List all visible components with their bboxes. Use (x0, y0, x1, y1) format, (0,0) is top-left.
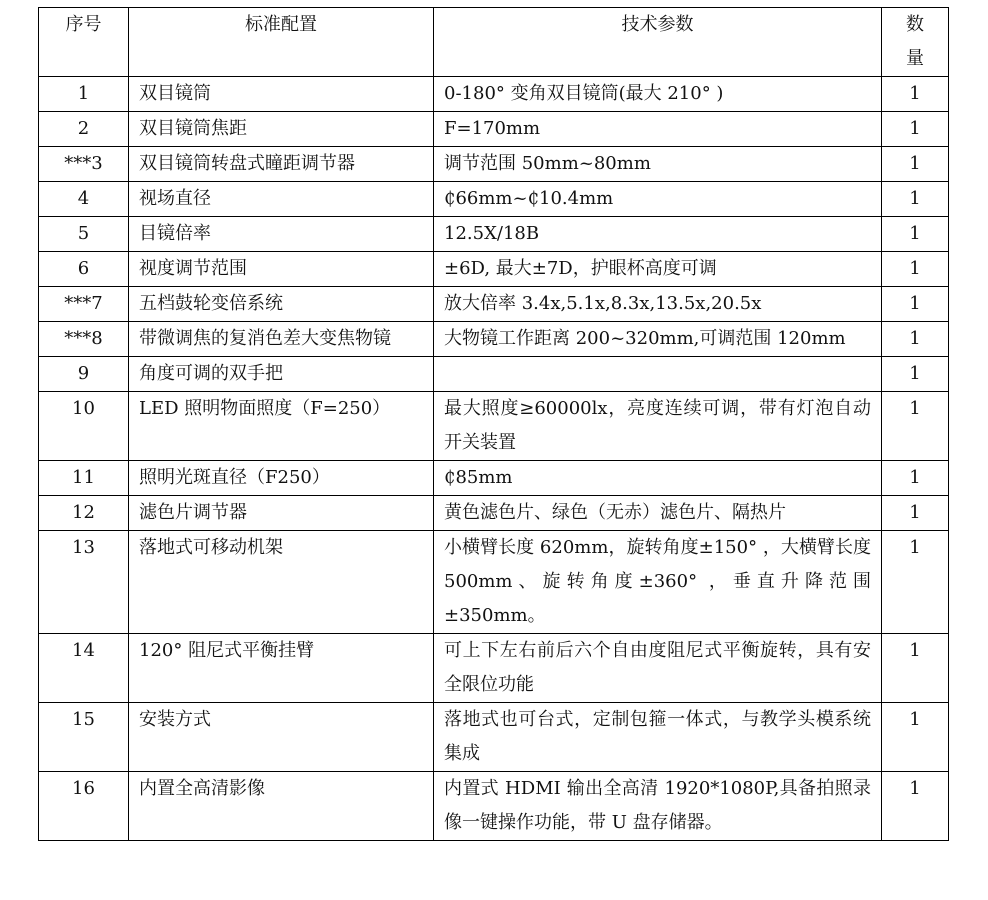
row-qty: 1 (882, 217, 949, 252)
table-row (39, 531, 949, 634)
table-row (39, 147, 949, 182)
header-qty-line1: 数 (906, 14, 924, 35)
header-qty (882, 8, 949, 77)
table-row (39, 217, 949, 252)
row-num: 1 (39, 77, 129, 112)
row-config: 照明光斑直径（F250） (129, 461, 434, 496)
row-params: 12.5X/18B (434, 217, 882, 252)
row-config: 视场直径 (129, 182, 434, 217)
row-qty: 1 (882, 531, 949, 634)
row-params: 最大照度≥60000lx，亮度连续可调，带有灯泡自动开关装置 (434, 392, 882, 461)
row-qty: 1 (882, 322, 949, 357)
table-row (39, 322, 949, 357)
row-config: 五档鼓轮变倍系统 (129, 287, 434, 322)
row-num: 9 (39, 357, 129, 392)
row-config: LED 照明物面照度（F=250） (129, 392, 434, 461)
row-params: 落地式也可台式，定制包箍一体式，与教学头模系统集成 (434, 703, 882, 772)
row-num: 13 (39, 531, 129, 634)
row-qty: 1 (882, 772, 949, 841)
table-row (39, 703, 949, 772)
row-qty: 1 (882, 77, 949, 112)
row-num: 15 (39, 703, 129, 772)
header-qty-line2: 量 (906, 48, 924, 69)
table-row (39, 634, 949, 703)
header-num: 序号 (39, 8, 129, 77)
row-params: ±6D, 最大±7D，护眼杯高度可调 (434, 252, 882, 287)
table-row (39, 112, 949, 147)
row-config: 目镜倍率 (129, 217, 434, 252)
row-config: 带微调焦的复消色差大变焦物镜 (129, 322, 434, 357)
row-params: 0-180° 变角双目镜筒(最大 210° ) (434, 77, 882, 112)
row-config: 内置全高清影像 (129, 772, 434, 841)
row-params: 小横臂长度 620mm，旋转角度±150° ，大横臂长度 500mm、旋转角度±360° ，垂直升降范围±350mm。 (434, 531, 882, 634)
row-qty: 1 (882, 357, 949, 392)
row-config: 双目镜筒 (129, 77, 434, 112)
row-num: 16 (39, 772, 129, 841)
table-header-row (39, 8, 949, 77)
row-num: ***8 (39, 322, 129, 357)
row-params: 大物镜工作距离 200~320mm,可调范围 120mm (434, 322, 882, 357)
table-row (39, 182, 949, 217)
row-params: F=170mm (434, 112, 882, 147)
row-params: ₵66mm~₵10.4mm (434, 182, 882, 217)
row-num: 5 (39, 217, 129, 252)
row-config: 安装方式 (129, 703, 434, 772)
header-params: 技术参数 (434, 8, 882, 77)
row-config: 双目镜筒转盘式瞳距调节器 (129, 147, 434, 182)
row-qty: 1 (882, 496, 949, 531)
row-config: 视度调节范围 (129, 252, 434, 287)
spec-table (38, 7, 949, 841)
table-row (39, 287, 949, 322)
row-config: 滤色片调节器 (129, 496, 434, 531)
row-num: 6 (39, 252, 129, 287)
table-row (39, 772, 949, 841)
row-qty: 1 (882, 147, 949, 182)
row-num: ***3 (39, 147, 129, 182)
row-params: 黄色滤色片、绿色（无赤）滤色片、隔热片 (434, 496, 882, 531)
row-params: 调节范围 50mm~80mm (434, 147, 882, 182)
row-num: 10 (39, 392, 129, 461)
row-qty: 1 (882, 392, 949, 461)
row-params (434, 357, 882, 392)
row-num: 4 (39, 182, 129, 217)
table-row (39, 461, 949, 496)
row-config: 双目镜筒焦距 (129, 112, 434, 147)
row-qty: 1 (882, 287, 949, 322)
row-num: 2 (39, 112, 129, 147)
row-config: 角度可调的双手把 (129, 357, 434, 392)
row-qty: 1 (882, 461, 949, 496)
row-num: 14 (39, 634, 129, 703)
row-qty: 1 (882, 252, 949, 287)
row-params: 可上下左右前后六个自由度阻尼式平衡旋转，具有安全限位功能 (434, 634, 882, 703)
row-num: 11 (39, 461, 129, 496)
row-config: 120° 阻尼式平衡挂臂 (129, 634, 434, 703)
row-config: 落地式可移动机架 (129, 531, 434, 634)
row-qty: 1 (882, 703, 949, 772)
table-row (39, 252, 949, 287)
header-config: 标准配置 (129, 8, 434, 77)
row-params: 内置式 HDMI 输出全高清 1920*1080P,具备拍照录像一键操作功能，带 U 盘存储器。 (434, 772, 882, 841)
row-qty: 1 (882, 634, 949, 703)
row-params: ₵85mm (434, 461, 882, 496)
row-num: 12 (39, 496, 129, 531)
row-num: ***7 (39, 287, 129, 322)
table-row (39, 496, 949, 531)
table-row (39, 357, 949, 392)
table-row (39, 77, 949, 112)
row-params: 放大倍率 3.4x,5.1x,8.3x,13.5x,20.5x (434, 287, 882, 322)
row-qty: 1 (882, 112, 949, 147)
row-qty: 1 (882, 182, 949, 217)
table-row (39, 392, 949, 461)
